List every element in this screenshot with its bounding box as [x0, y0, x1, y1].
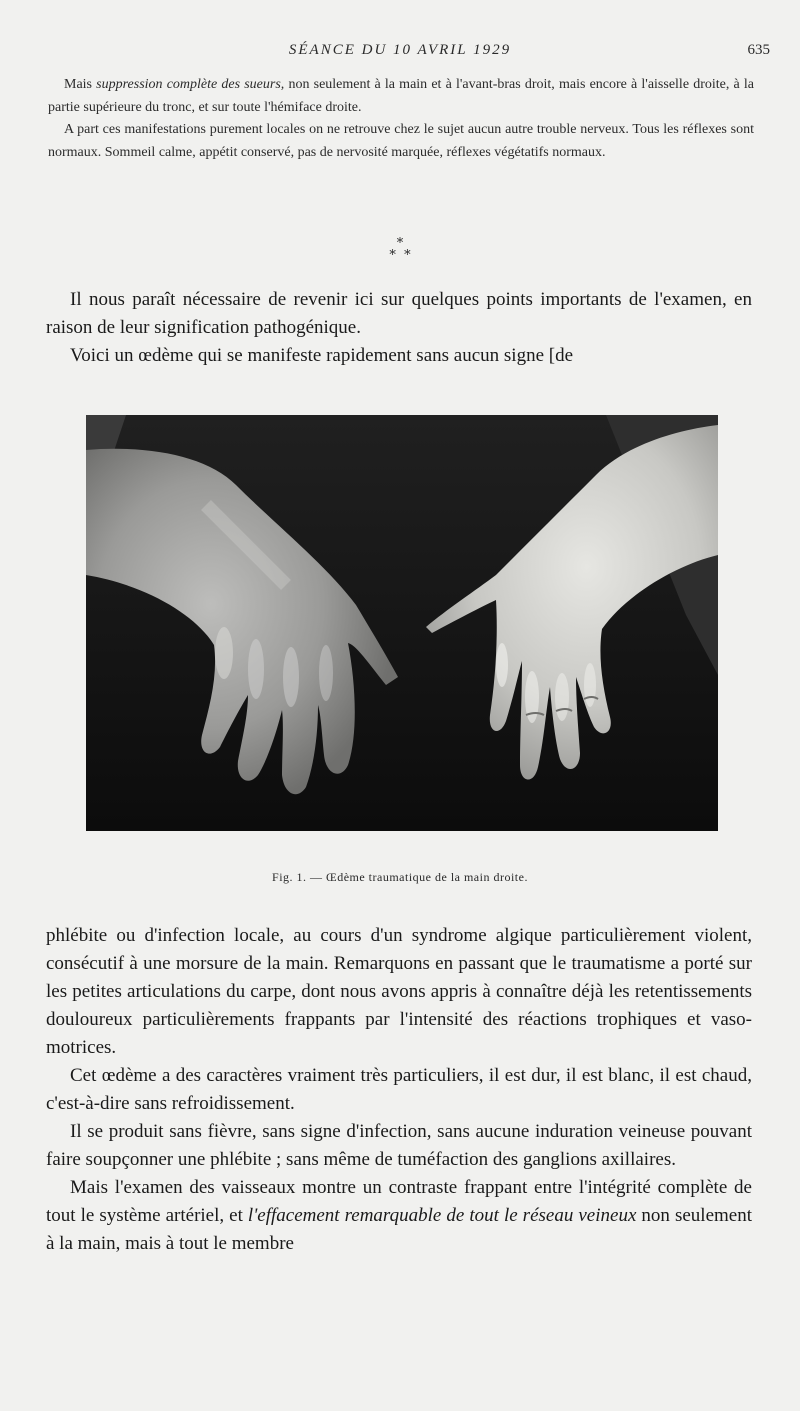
body-text: [46, 922, 752, 1258]
top-paragraph-1-emphasis: suppression complète des sueurs,: [96, 77, 285, 92]
running-head: [0, 42, 800, 66]
top-small-text: [48, 74, 754, 164]
asterism-separator: [0, 238, 800, 262]
top-paragraph-2: A part ces manifestations purement locales on ne retrouve chez le sujet aucun autre trouble nerveux. Tous les réflexes sont normaux. Sommeil calme, appétit conservé, pas de nervosité marquée, réflexes végétatifs normaux.: [48, 122, 754, 160]
figure-caption: Fig. 1. — Œdème traumatique de la main droite.: [272, 870, 528, 884]
intro-paragraph-1: Il nous paraît nécessaire de revenir ici sur quelques points importants de l'examen, en raison de leur signification pathogénique.: [46, 289, 752, 338]
top-paragraph-1: Mais suppression complète des sueurs, non seulement à la main et à l'avant-bras droit, mais encore à l'aisselle droite, à la partie supérieure du tronc, et sur toute l'hémiface droite.: [48, 77, 754, 115]
body-paragraph-3: Il se produit sans fièvre, sans signe d'infection, sans aucune induration veineuse pouvant faire soupçonner une phlébite ; sans même de tuméfaction des ganglions axillaires.: [46, 1121, 752, 1170]
hands-photograph: [86, 415, 718, 831]
page-number: 635: [747, 42, 770, 58]
asterism-top-star: *: [396, 236, 404, 251]
body-paragraph-1: phlébite ou d'infection locale, au cours d'un syndrome algique particulièrement violent, consécutif à une morsure de la main. Remarquons en passant que le traumatisme a porté sur les petites articulations du carpe, dont nous avons appris à connaître déjà les retentissements douloureux particulièrements frappants par l'intensité des réactions trophiques et vaso-motrices.: [46, 925, 752, 1058]
body-paragraph-4: Mais l'examen des vaisseaux montre un contraste frappant entre l'intégrité complète de tout le système artériel, et l'effacement remarquable de tout le réseau veineux non seulement à la main, mais à tout le membre: [46, 1177, 752, 1254]
figure-photograph-hands: [86, 415, 718, 831]
intro-paragraph-2: Voici un œdème qui se manifeste rapidement sans aucun signe [de: [70, 345, 574, 366]
body-paragraph-2: Cet œdème a des caractères vraiment très particuliers, il est dur, il est blanc, il est chaud, c'est-à-dire sans refroidissement.: [46, 1065, 752, 1114]
running-head-title: SÉANCE DU 10 AVRIL 1929: [288, 42, 512, 58]
intro-text: [46, 286, 752, 370]
body-paragraph-4-emphasis: l'effacement remarquable de tout le réseau veineux: [247, 1205, 637, 1226]
asterism-bottom-stars: * *: [389, 248, 411, 263]
